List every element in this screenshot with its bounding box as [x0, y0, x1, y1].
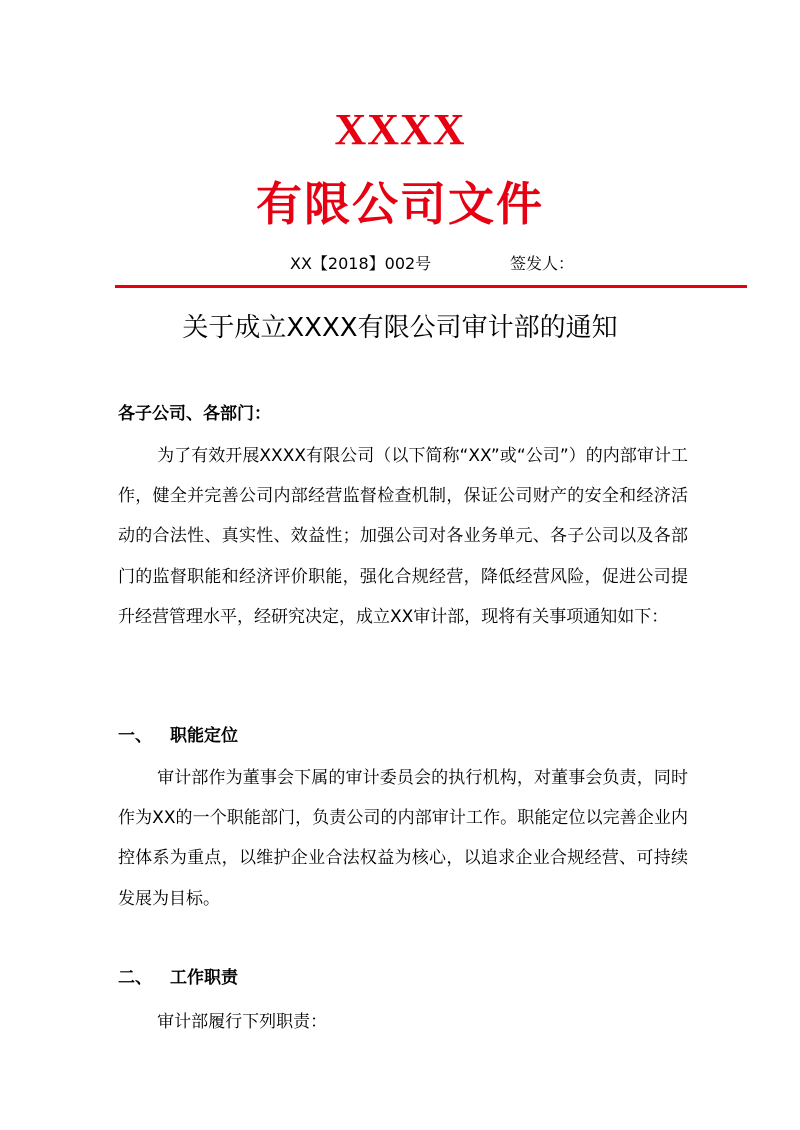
- salutation: 各子公司、各部门：: [118, 404, 271, 424]
- intro-paragraph: 为了有效开展XXXX有限公司（以下简称“XX”或“公司”）的内部审计工作，健全并完善公司内部经营监督检查机制，保证公司财产的安全和经济活动的合法性、真实性、效益性；加强公司对各业务单元、各子公司以及各部门的监督职能和经济评价职能，强化合规经营，降低经营风险，促进公司提升经营管理水平，经研究决定，成立XX审计部，现将有关事项通知如下：: [118, 446, 688, 627]
- document-meta-row: [0, 250, 800, 278]
- section-title-2: 工作职责: [170, 968, 238, 988]
- header-company-code: XXXX: [334, 105, 466, 154]
- section-heading-2: [118, 964, 238, 992]
- section-heading-1: [118, 722, 238, 750]
- section-number-1: 一、: [118, 726, 152, 746]
- section-body-1: 审计部作为董事会下属的审计委员会的执行机构，对董事会负责，同时作为XX的一个职能部门，负责公司的内部审计工作。职能定位以完善企业内控体系为重点，以维护企业合法权益为核心，以追求企业合规经营、可持续发展为目标。: [118, 768, 688, 909]
- red-header-rule: [115, 285, 747, 288]
- section-body-2: 审计部履行下列职责：: [157, 1012, 328, 1032]
- section-title-1: 职能定位: [170, 726, 238, 746]
- signer-label: 签发人：: [510, 254, 575, 273]
- document-number: XX【2018】002号: [290, 254, 432, 273]
- header-document-type: 有限公司文件: [256, 177, 544, 231]
- section-number-2: 二、: [118, 968, 152, 988]
- notice-title: 关于成立XXXX有限公司审计部的通知: [182, 313, 618, 343]
